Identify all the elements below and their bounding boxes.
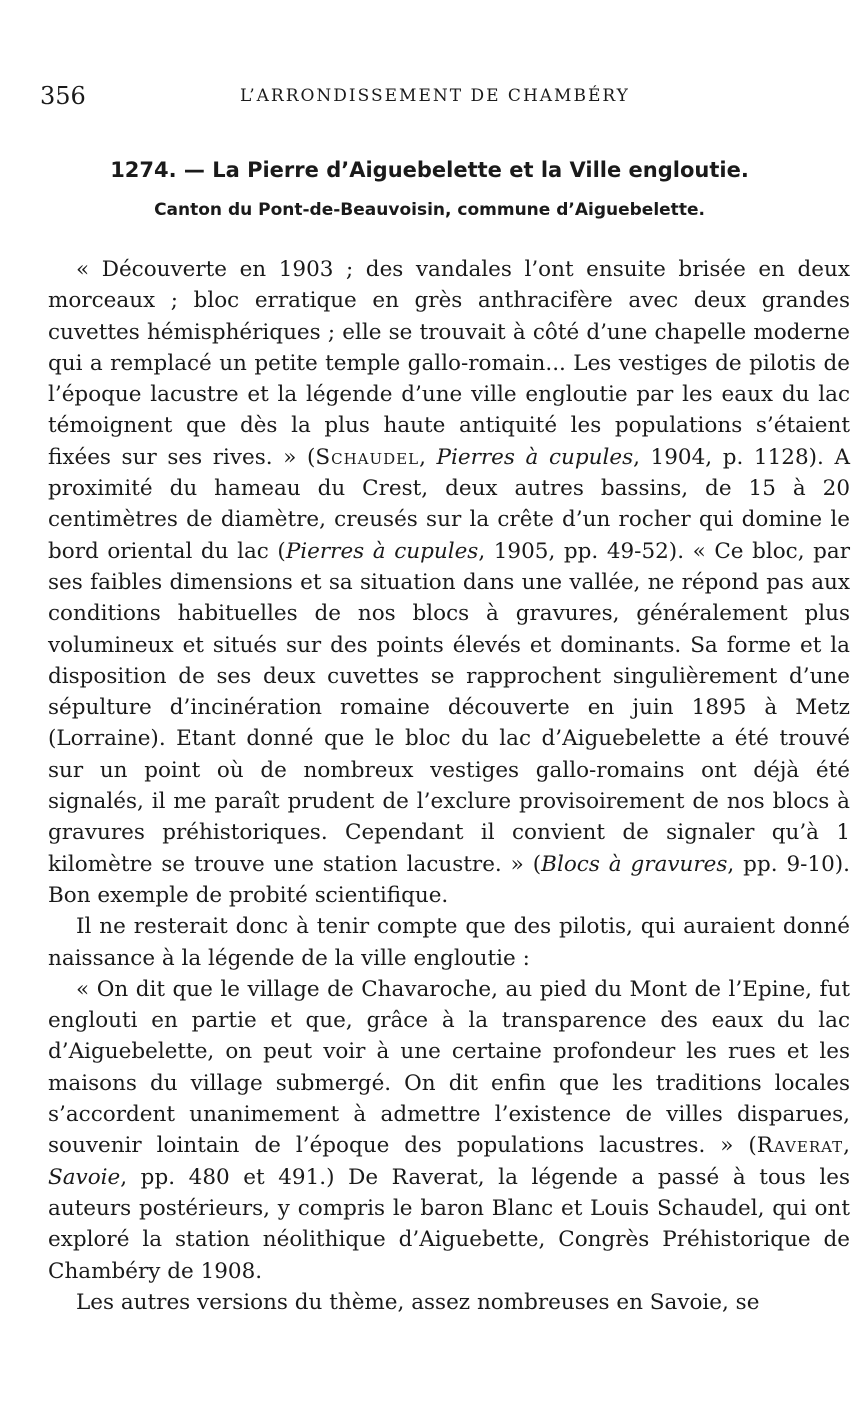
entry-subtitle: Canton du Pont-de-Beauvoisin, commune d’Aiguebelette. — [154, 200, 705, 220]
work-blocs-a-gravures: Blocs à gravures — [541, 851, 728, 877]
work-savoie: Savoie — [48, 1164, 121, 1190]
entry-title: 1274. — La Pierre d’Aiguebelette et la Ville engloutie. — [110, 158, 749, 182]
author-raverat: Raverat — [756, 1133, 844, 1159]
p1-text-2: , — [419, 444, 437, 470]
paragraph-1 — [48, 254, 850, 911]
p1-text-5: , pp. 9-10). Bon exemple de probité scientifique. — [48, 851, 850, 908]
paragraph-3 — [48, 974, 850, 1287]
paragraph-2: Il ne resterait donc à tenir compte que des pilotis, qui auraient donné naissance à la légende de la ville engloutie : — [48, 914, 850, 971]
work-pierres-a-cupules-1904: Pierres à cupules — [436, 444, 634, 470]
p3-text-1: « On dit que le village de Chavaroche, au pied du Mont de l’Epine, fut englouti en partie et que, grâce à la transparence des eaux du lac d’Aiguebelette, on peut voir à une certaine profondeur les rues et les maisons du village submergé. On dit enfin que les traditions locales s’accordent unanimement à admettre l’existence de villes disparues, souvenir lointain de l’époque des populations lacustres. » ( — [48, 976, 850, 1159]
p1-text-4: , 1905, pp. 49-52). « Ce bloc, par ses faibles dimensions et sa situation dans une vallée, ne répond pas aux conditions habituelles de nos blocs à gravures, généralement plus volumineux et situés sur des points élevés et dominants. Sa forme et la disposition de ses deux cuvettes se rapprochent singulièrement d’une sépulture d’incinération romaine découverte en juin 1895 à Metz (Lorraine). Etant donné que le bloc du lac d’Aiguebelette a été trouvé sur un point où de nombreux vestiges gallo-romains ont déjà été signalés, il me paraît prudent de l’exclure provisoirement de nos blocs à gravures préhistoriques. Cependant il convient de signaler qu’à 1 kilomètre se trouve une station lacustre. » ( — [48, 538, 851, 877]
author-schaudel: Schaudel — [315, 444, 420, 470]
p3-text-2: , — [843, 1133, 850, 1159]
paragraph-4: Les autres versions du thème, assez nombreuses en Savoie, se — [76, 1289, 760, 1315]
running-head — [40, 82, 840, 112]
work-pierres-a-cupules-1905: Pierres à cupules — [285, 538, 479, 564]
page-number: 356 — [40, 82, 86, 110]
p1-text-3: , 1904, p. 1128). A proximité du hameau du Crest, deux autres bassins, de 15 à 20 centimètres de diamètre, creusés sur la crête d’un rocher qui domine le bord oriental du lac ( — [48, 444, 851, 564]
p3-text-3: , pp. 480 et 491.) De Raverat, la légende a passé à tous les auteurs postérieurs, y compris le baron Blanc et Louis Schaudel, qui ont exploré la station néolithique d’Aiguebette, Congrès Préhistorique de Chambéry de 1908. — [48, 1164, 850, 1284]
body-text — [48, 254, 850, 1318]
p1-text-1: « Découverte en 1903 ; des vandales l’ont ensuite brisée en deux morceaux ; bloc erratique en grès anthracifère avec deux grandes cuvettes hémisphériques ; elle se trouvait à côté d’une chapelle moderne qui a remplacé un petite temple gallo-romain... Les vestiges de pilotis de l’époque lacustre et la légende d’une ville engloutie par les eaux du lac témoignent que dès la plus haute antiquité les populations s’étaient fixées sur ses rives. » ( — [48, 257, 850, 470]
running-head-title: L’ARRONDISSEMENT DE CHAMBÉRY — [240, 86, 630, 106]
